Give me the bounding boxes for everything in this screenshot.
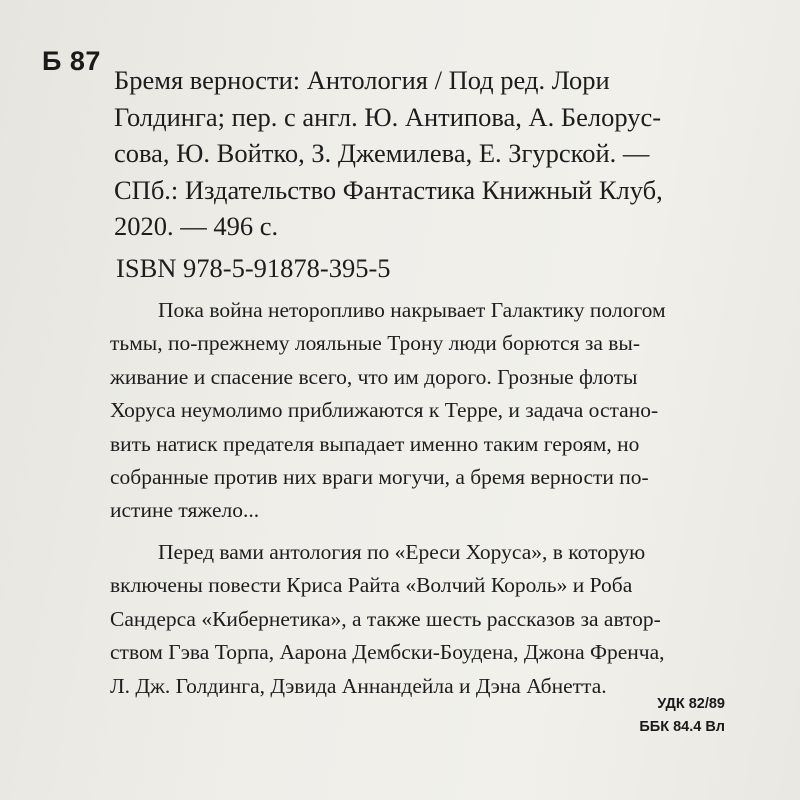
bibliographic-line: Голдинга; пер. с англ. Ю. Антипова, А. Белорус-: [114, 101, 662, 132]
annotation-line: Хоруса неумолимо приближаются к Терре, и задача остано-: [110, 398, 659, 423]
udk-code: УДК 82/89: [657, 696, 725, 712]
annotation-line: собранные против них враги могучи, а бремя верности по-: [110, 465, 649, 490]
annotation-line: Сандерса «Кибернетика», а также шесть рассказов за автор-: [110, 606, 661, 631]
bibliographic-line: сова, Ю. Войтко, З. Джемилева, Е. Згурской. —: [114, 138, 650, 169]
annotation-line: Л. Дж. Голдинга, Дэвида Аннандейла и Дэна Абнетта.: [110, 673, 607, 698]
annotation-line: тьмы, по-прежнему лояльные Трону люди борются за вы-: [110, 331, 641, 356]
annotation-line: ством Гэва Торпа, Аарона Дембски-Боудена, Джона Френча,: [110, 640, 665, 665]
annotation-paragraph-2: [110, 536, 730, 703]
annotation-line: Перед вами антология по «Ереси Хоруса», в которую: [158, 540, 646, 564]
annotation-line: живание и спасение всего, что им дорого. Грозные флоты: [110, 364, 638, 389]
isbn: ISBN 978-5-91878-395-5: [116, 253, 391, 283]
bibliographic-line: СПб.: Издательство Фантастика Книжный Клуб,: [114, 174, 663, 205]
annotation-line: Пока война неторопливо накрывает Галактику пологом: [158, 298, 666, 322]
bibliographic-line: Бремя верности: Антология / Под ред. Лори: [114, 65, 610, 95]
bibliographic-record: [114, 62, 754, 245]
bbk-code: ББК 84.4 Вл: [639, 719, 725, 735]
annotation-line: истине тяжело...: [110, 498, 260, 523]
annotation-line: включены повести Криса Райта «Волчий Король» и Роба: [110, 573, 633, 598]
annotation-paragraph-1: [110, 294, 730, 528]
catalog-code: Б 87: [42, 46, 101, 76]
bibliographic-line: 2020. — 496 с.: [114, 211, 279, 242]
annotation-line: вить натиск предателя выпадает именно таким героям, но: [110, 431, 640, 456]
